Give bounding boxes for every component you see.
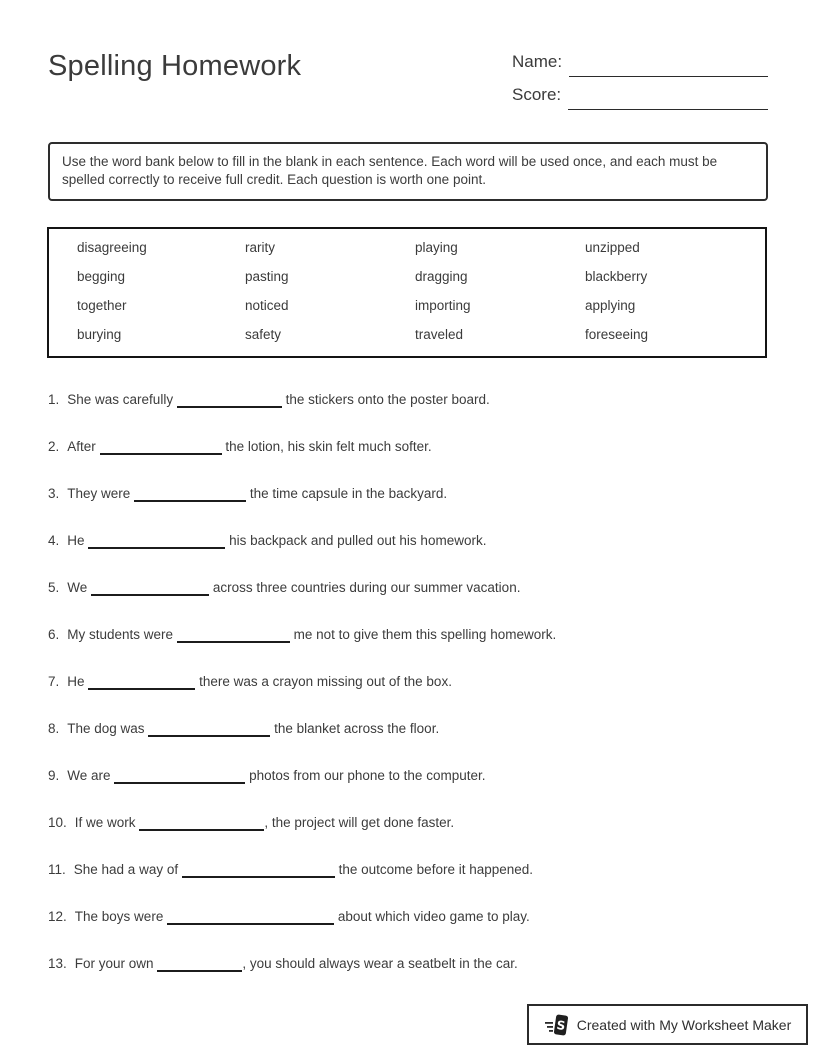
question-number: 3. — [48, 486, 60, 501]
question-text-before: They were — [67, 486, 131, 501]
question-text-after: the blanket across the floor. — [274, 721, 440, 736]
question-text-before: The boys were — [74, 909, 164, 924]
score-write-line — [568, 108, 768, 110]
question-text-before: She was carefully — [67, 392, 174, 407]
score-row — [512, 85, 768, 105]
question-text-after: there was a crayon missing out of the box. — [199, 674, 452, 689]
word-bank-word: safety — [245, 327, 282, 342]
question-row — [48, 908, 768, 926]
question-text-before: After — [67, 439, 96, 454]
question-blank — [177, 628, 290, 643]
word-bank-word: rarity — [245, 240, 275, 255]
question-text-after: about which video game to play. — [337, 909, 530, 924]
word-bank-word: noticed — [245, 298, 289, 313]
word-bank-word: together — [77, 298, 127, 313]
question-text-before: We are — [67, 768, 111, 783]
word-bank-word: foreseeing — [585, 327, 649, 342]
question-text-after: the time capsule in the backyard. — [249, 486, 448, 501]
question-number: 8. — [48, 721, 60, 736]
footer-badge — [527, 1004, 808, 1045]
question-text-after: his backpack and pulled out his homework. — [229, 533, 487, 548]
word-bank — [47, 227, 767, 358]
question-number: 2. — [48, 439, 60, 454]
word-bank-word: burying — [77, 327, 122, 342]
question-number: 7. — [48, 674, 60, 689]
question-text-before: The dog was — [67, 721, 145, 736]
question-text-after: the stickers onto the poster board. — [285, 392, 490, 407]
question-row — [48, 438, 768, 456]
question-blank — [182, 863, 335, 878]
question-text-before: My students were — [67, 627, 174, 642]
question-row — [48, 861, 768, 879]
question-row — [48, 532, 768, 550]
instructions-box — [48, 142, 768, 201]
question-row — [48, 673, 768, 691]
name-write-line — [569, 75, 768, 77]
question-number: 1. — [48, 392, 60, 407]
question-number: 10. — [48, 815, 67, 830]
question-number: 11. — [48, 862, 66, 877]
question-row — [48, 579, 768, 597]
word-bank-word: playing — [415, 240, 458, 255]
name-label: Name: — [512, 52, 563, 71]
question-row — [48, 485, 768, 503]
instructions-text: Use the word bank below to fill in the blank in each sentence. Each word will be used once, and each must be spelled correctly to receive full credit. Each question is worth one point. — [62, 154, 718, 187]
question-text-before: She had a way of — [73, 862, 179, 877]
word-bank-word: unzipped — [585, 240, 640, 255]
question-row — [48, 391, 768, 409]
question-blank — [148, 722, 270, 737]
name-row — [512, 52, 768, 72]
score-label: Score: — [512, 85, 562, 104]
question-text-before: He — [67, 674, 85, 689]
question-blank — [88, 675, 195, 690]
question-number: 9. — [48, 768, 60, 783]
question-blank — [157, 957, 242, 972]
word-bank-word: dragging — [415, 269, 468, 284]
question-row — [48, 814, 768, 832]
question-text-before: We — [67, 580, 88, 595]
question-text-after: me not to give them this spelling homework. — [293, 627, 557, 642]
questions — [48, 391, 768, 973]
question-blank — [114, 769, 245, 784]
question-row — [48, 767, 768, 785]
question-blank — [88, 534, 225, 549]
name-score-block — [512, 52, 768, 105]
word-bank-word: begging — [77, 269, 126, 284]
question-blank — [91, 581, 209, 596]
word-bank-word: disagreeing — [77, 240, 147, 255]
question-text-before: For your own — [74, 956, 154, 971]
question-text-after: , you should always wear a seatbelt in the car. — [242, 956, 518, 971]
question-text-after: across three countries during our summer vacation. — [212, 580, 521, 595]
word-bank-word: pasting — [245, 269, 289, 284]
question-number: 6. — [48, 627, 60, 642]
question-number: 5. — [48, 580, 60, 595]
footer-text: Created with My Worksheet Maker — [576, 1016, 792, 1033]
question-number: 4. — [48, 533, 60, 548]
question-text-before: He — [67, 533, 85, 548]
question-text-before: If we work — [74, 815, 136, 830]
question-row — [48, 955, 768, 973]
page-title: Spelling Homework — [48, 50, 302, 82]
question-number: 12. — [48, 909, 67, 924]
question-blank — [100, 440, 222, 455]
question-row — [48, 626, 768, 644]
question-blank — [167, 910, 334, 925]
question-text-after: the outcome before it happened. — [338, 862, 534, 877]
question-blank — [139, 816, 264, 831]
word-bank-word: traveled — [415, 327, 464, 342]
svg-text:S: S — [555, 1017, 566, 1033]
question-blank — [134, 487, 246, 502]
word-bank-word: blackberry — [585, 269, 648, 284]
question-text-after: the lotion, his skin felt much softer. — [225, 439, 432, 454]
worksheet-maker-logo-icon — [544, 1012, 570, 1038]
word-bank-word: applying — [585, 298, 636, 313]
question-number: 13. — [48, 956, 67, 971]
header — [0, 0, 816, 105]
question-row — [48, 720, 768, 738]
question-text-after: , the project will get done faster. — [264, 815, 455, 830]
word-bank-word: importing — [415, 298, 471, 313]
question-blank — [177, 393, 282, 408]
question-text-after: photos from our phone to the computer. — [249, 768, 486, 783]
